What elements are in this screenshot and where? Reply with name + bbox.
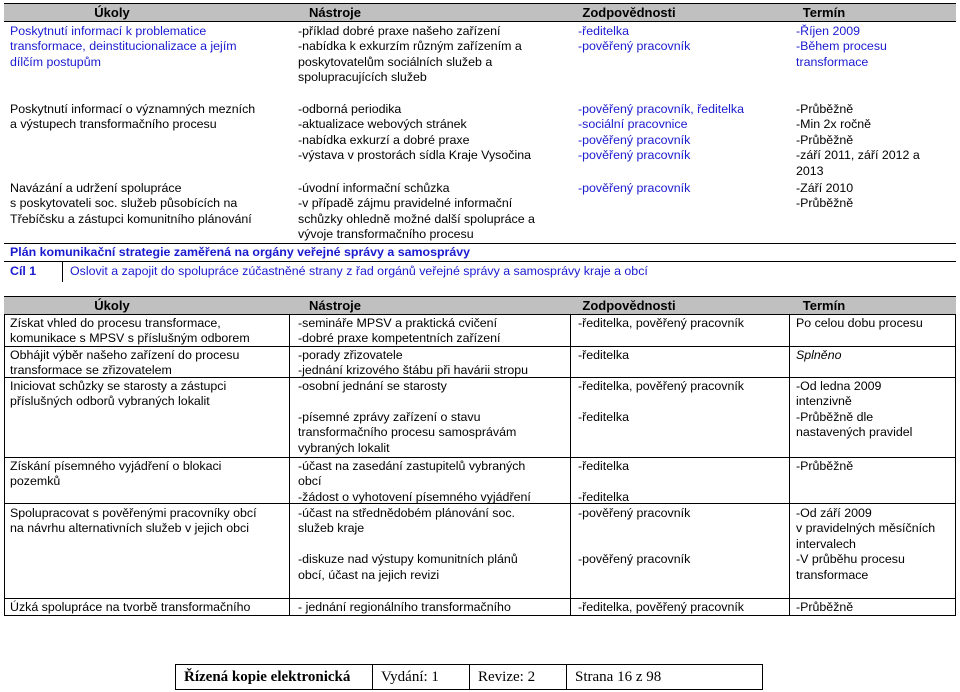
t2-row2-term: Splněno bbox=[796, 348, 842, 362]
footer-revision: Revize: 2 bbox=[469, 665, 566, 689]
t1-row3-tools: -úvodní informační schůzka -v případě zájmu pravidelné informační schůzky ohledně možné další spolupráce a vývoje transformačního procesu bbox=[298, 181, 535, 242]
t2-row3-resp: -ředitelka, pověřený pracovník -ředitelka bbox=[578, 379, 744, 424]
footer-edition: Vydání: 1 bbox=[372, 665, 469, 689]
t2-vline-left bbox=[4, 314, 5, 615]
goal-text: Oslovit a zapojit do spolupráce zúčastněné strany z řad orgánů veřejné správy a samosprávy kraje a obcí bbox=[70, 264, 648, 278]
t1-row1-resp: -ředitelka -pověřený pracovník bbox=[578, 24, 691, 54]
t2-hline-3 bbox=[4, 457, 956, 458]
t2-row1-task: Získat vhled do procesu transformace, komunikace s MPSV s příslušným odborem bbox=[10, 316, 250, 346]
header-term: Termín bbox=[802, 5, 846, 20]
t2-vline-3 bbox=[789, 314, 790, 615]
t1-row3-resp: -pověřený pracovník bbox=[578, 181, 691, 195]
table2-header bbox=[4, 296, 956, 315]
t2-vline-1 bbox=[289, 314, 290, 615]
document-footer bbox=[175, 664, 763, 690]
t2-row4-task: Získání písemného vyjádření o blokaci pozemků bbox=[10, 459, 222, 489]
t1-row2-task: Poskytnutí informací o významných mezních a výstupech transformačního procesu bbox=[10, 102, 256, 132]
t1-row3-task: Navázání a udržení spolupráce s poskytovateli soc. služeb působících na Třebíčsku a zástupci komunitního plánování bbox=[10, 181, 252, 226]
t2-row2-tools: -porady zřizovatele -jednání krizového štábu při havárii stropu bbox=[298, 348, 529, 378]
t2-row2-task: Obhájit výběr našeho zařízení do procesu transformace se zřizovatelem bbox=[10, 348, 240, 378]
t1-row2-term: -Průběžně -Min 2x ročně -Průběžně -září 2011, září 2012 a 2013 bbox=[796, 102, 920, 178]
t1-row2-resp: -pověřený pracovník, ředitelka -sociální pracovnice -pověřený pracovník -pověřený pracovník bbox=[578, 102, 744, 163]
t2-row4-tools: -účast na zasedání zastupitelů vybraných obcí -žádost o vyhotovení písemného vyjádření bbox=[298, 459, 531, 504]
header-tasks-2: Úkoly bbox=[94, 298, 130, 313]
t2-row5-term: -Od září 2009 v pravidelných měsíčních intervalech -V průběhu procesu transformace bbox=[796, 506, 936, 582]
t2-vline-right bbox=[955, 314, 956, 615]
t1-row3-term: -Září 2010 -Průběžně bbox=[796, 181, 854, 211]
header-responsibilities: Zodpovědnosti bbox=[582, 5, 676, 20]
goal-divider bbox=[62, 261, 63, 282]
t2-row6-resp: -ředitelka, pověřený pracovník bbox=[578, 600, 744, 614]
header-responsibilities-2: Zodpovědnosti bbox=[582, 298, 676, 313]
t2-row1-term: Po celou dobu procesu bbox=[796, 316, 923, 330]
header-term-2: Termín bbox=[802, 298, 846, 313]
t2-row4-resp: -ředitelka -ředitelka bbox=[578, 459, 629, 504]
t2-row6-tools: - jednání regionálního transformačního bbox=[298, 600, 511, 614]
header-tools-2: Nástroje bbox=[308, 298, 362, 313]
t2-row5-tools: -účast na střednědobém plánování soc. služeb kraje -diskuze nad výstupy komunitních plánů obcí, účast na jejich revizi bbox=[298, 506, 518, 582]
plan-heading: Plán komunikační strategie zaměřená na orgány veřejné správy a samosprávy bbox=[10, 245, 471, 259]
t2-row5-resp: -pověřený pracovník -pověřený pracovník bbox=[578, 506, 691, 567]
plan-top-rule bbox=[4, 243, 956, 244]
table1-header bbox=[4, 3, 956, 22]
t2-row6-term: -Průběžně bbox=[796, 600, 854, 614]
t2-row3-term: -Od ledna 2009 intenzivně -Průběžně dle nastavených pravidel bbox=[796, 379, 913, 440]
header-tasks: Úkoly bbox=[94, 5, 130, 20]
t1-row1-tools: -příklad dobré praxe našeho zařízení -nabídka k exkurzím různým zařízením a poskytovatelům sociálních služeb a spolupracujících služeb bbox=[298, 24, 522, 85]
t2-row5-task: Spolupracovat s pověřenými pracovníky obcí na návrhu alternativních služeb v jejich obci bbox=[10, 506, 257, 536]
t2-row6-task: Úzká spolupráce na tvorbě transformačního bbox=[10, 600, 251, 614]
t2-hline-5 bbox=[4, 598, 956, 599]
t2-row4-term: -Průběžně bbox=[796, 459, 854, 473]
footer-page: Strana 16 z 98 bbox=[566, 665, 703, 689]
t1-row2-tools: -odborná periodika -aktualizace webových stránek -nabídka exkurzí a dobré praxe -výstava v prostorách sídla Kraje Vysočina bbox=[298, 102, 531, 163]
plan-mid-rule bbox=[4, 261, 956, 262]
t1-row1-term: -Říjen 2009 -Během procesu transformace bbox=[796, 24, 887, 69]
t2-row3-task: Iniciovat schůzky se starosty a zástupci příslušných odborů vybraných lokalit bbox=[10, 379, 227, 409]
header-tools: Nástroje bbox=[308, 5, 362, 20]
t2-row1-tools: -semináře MPSV a praktická cvičení -dobré praxe kompetentních zařízení bbox=[298, 316, 501, 346]
t2-vline-2 bbox=[570, 314, 571, 615]
t2-row1-resp: -ředitelka, pověřený pracovník bbox=[578, 316, 744, 330]
footer-title: Řízená kopie elektronická bbox=[184, 669, 351, 685]
t1-row1-task: Poskytnutí informací k problematice transformace, deinstitucionalizace a jejím dílčím postupům bbox=[10, 24, 237, 69]
t2-row3-tools: -osobní jednání se starosty -písemné zprávy zařízení o stavu transformačního procesu samosprávám vybraných lokalit bbox=[298, 379, 517, 455]
t2-row2-resp: -ředitelka bbox=[578, 348, 629, 362]
goal-label: Cíl 1 bbox=[10, 264, 37, 278]
